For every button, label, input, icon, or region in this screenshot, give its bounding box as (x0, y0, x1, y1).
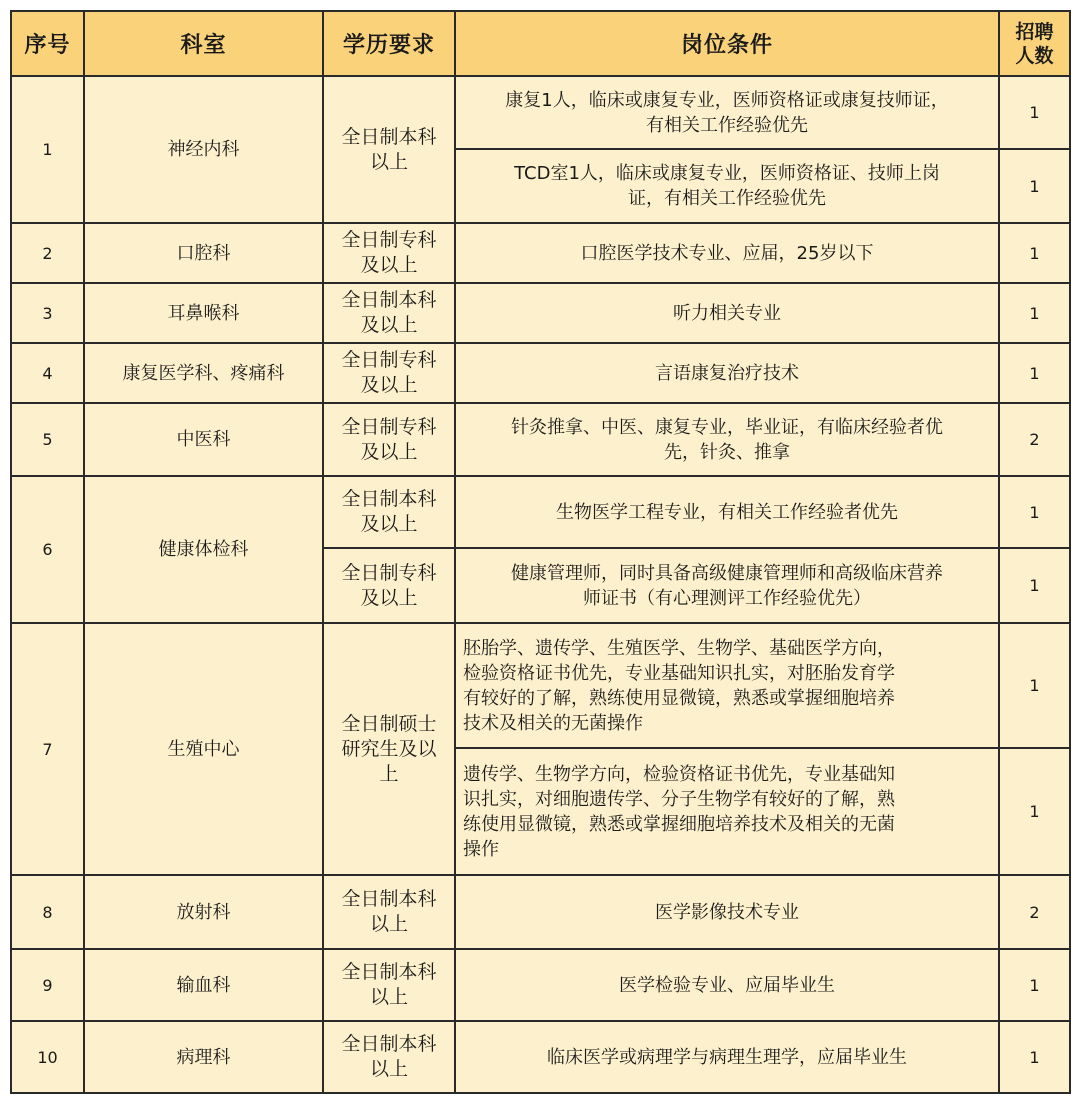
count-cell: 1 (999, 623, 1070, 748)
seq-cell: 2 (11, 223, 84, 283)
edu-line: 及以上 (360, 314, 418, 336)
dept-cell: 输血科 (84, 949, 323, 1021)
cond-cell: 生物医学工程专业，有相关工作经验者优先 (455, 476, 999, 548)
cond-cell: 临床医学或病理学与病理生理学，应届毕业生 (455, 1021, 999, 1093)
edu-line: 全日制专科 (341, 349, 437, 371)
count-cell: 1 (999, 223, 1070, 283)
edu-line: 及以上 (360, 440, 418, 463)
dept-cell: 生殖中心 (84, 623, 323, 875)
table-row (11, 343, 1070, 403)
edu-cell (323, 548, 455, 623)
count-cell: 1 (999, 149, 1070, 223)
seq-cell: 5 (11, 403, 84, 476)
cond-cell: 言语康复治疗技术 (455, 343, 999, 403)
dept-cell: 神经内科 (84, 76, 323, 223)
edu-line: 及以上 (360, 513, 418, 535)
edu-line: 全日制本科 (341, 1033, 437, 1055)
edu-cell (323, 283, 455, 343)
edu-cell (323, 949, 455, 1021)
edu-line: 全日制专科 (341, 229, 437, 251)
cond-cell (455, 149, 999, 223)
edu-line: 上 (379, 762, 399, 785)
edu-line: 及以上 (360, 374, 418, 396)
dept-cell: 耳鼻喉科 (84, 283, 323, 343)
cond-line: 先，针灸、推拿 (664, 441, 790, 463)
dept-cell: 中医科 (84, 403, 323, 476)
recruitment-table (10, 10, 1071, 1094)
table-row (11, 875, 1070, 949)
table-row (11, 623, 1070, 748)
edu-line: 全日制专科 (341, 561, 437, 584)
edu-cell (323, 1021, 455, 1093)
cond-line: 遗传学、生物学方向，检验资格证书优先，专业基础知 (463, 763, 895, 785)
seq-cell: 6 (11, 476, 84, 623)
edu-line: 及以上 (360, 254, 418, 276)
seq-cell: 4 (11, 343, 84, 403)
cond-line: 健康管理师，同时具备高级健康管理师和高级临床营养 (511, 562, 943, 584)
header-count (999, 11, 1070, 76)
seq-cell: 7 (11, 623, 84, 875)
header-count-line: 招聘 (1015, 20, 1054, 43)
edu-line: 以上 (369, 986, 408, 1008)
cond-cell (455, 548, 999, 623)
edu-line: 以上 (369, 913, 408, 935)
edu-cell (323, 476, 455, 548)
cond-line: 有相关工作经验优先 (646, 114, 808, 136)
cond-line: 有较好的了解，熟练使用显微镜，熟悉或掌握细胞培养 (463, 687, 895, 709)
edu-line: 全日制硕士 (341, 712, 437, 735)
cond-cell: 口腔医学技术专业、应届，25岁以下 (455, 223, 999, 283)
table-row (11, 283, 1070, 343)
table-row (11, 1021, 1070, 1093)
dept-cell: 康复医学科、疼痛科 (84, 343, 323, 403)
dept-cell: 病理科 (84, 1021, 323, 1093)
cond-line: 针灸推拿、中医、康复专业，毕业证，有临床经验者优 (511, 416, 943, 438)
cond-cell (455, 403, 999, 476)
cond-line: 胚胎学、遗传学、生殖医学、生物学、基础医学方向， (463, 637, 895, 659)
count-cell: 2 (999, 875, 1070, 949)
cond-cell (455, 748, 999, 875)
header-dept: 科室 (84, 11, 323, 76)
edu-line: 研究生及以 (341, 737, 437, 760)
header-seq: 序号 (11, 11, 84, 76)
edu-line: 及以上 (360, 586, 418, 609)
count-cell: 1 (999, 76, 1070, 149)
dept-cell: 健康体检科 (84, 476, 323, 623)
cond-line: 检验资格证书优先，专业基础知识扎实，对胚胎发育学 (463, 662, 895, 684)
count-cell: 1 (999, 476, 1070, 548)
cond-line: 练使用显微镜，熟悉或掌握细胞培养技术及相关的无菌 (463, 813, 895, 835)
cond-line: 识扎实，对细胞遗传学、分子生物学有较好的了解，熟 (463, 788, 895, 810)
edu-cell (323, 76, 455, 223)
count-cell: 2 (999, 403, 1070, 476)
dept-cell: 放射科 (84, 875, 323, 949)
cond-line: 师证书（有心理测评工作经验优先） (583, 587, 871, 609)
edu-cell (323, 223, 455, 283)
edu-cell (323, 343, 455, 403)
seq-cell: 3 (11, 283, 84, 343)
edu-cell (323, 623, 455, 875)
count-cell: 1 (999, 1021, 1070, 1093)
cond-cell: 医学检验专业、应届毕业生 (455, 949, 999, 1021)
count-cell: 1 (999, 949, 1070, 1021)
table-row (11, 949, 1070, 1021)
edu-cell (323, 403, 455, 476)
cond-line: TCD室1人，临床或康复专业，医师资格证、技师上岗 (514, 163, 940, 184)
count-cell: 1 (999, 343, 1070, 403)
cond-cell: 医学影像技术专业 (455, 875, 999, 949)
seq-cell: 1 (11, 76, 84, 223)
edu-line: 全日制本科 (341, 888, 437, 910)
seq-cell: 10 (11, 1021, 84, 1093)
cond-line: 证，有相关工作经验优先 (628, 188, 826, 209)
cond-cell (455, 623, 999, 748)
seq-cell: 9 (11, 949, 84, 1021)
cond-cell (455, 76, 999, 149)
cond-line: 康复1人，临床或康复专业，医师资格证或康复技师证， (505, 89, 949, 111)
count-cell: 1 (999, 748, 1070, 875)
header-count-line: 人数 (1015, 44, 1054, 67)
count-cell: 1 (999, 283, 1070, 343)
seq-cell: 8 (11, 875, 84, 949)
table-row (11, 403, 1070, 476)
table-row (11, 223, 1070, 283)
edu-line: 以上 (369, 1058, 408, 1080)
table-row (11, 476, 1070, 548)
edu-line: 全日制专科 (341, 415, 437, 438)
header-cond: 岗位条件 (455, 11, 999, 76)
edu-line: 全日制本科 (341, 488, 437, 510)
cond-cell: 听力相关专业 (455, 283, 999, 343)
table-row (11, 76, 1070, 149)
cond-line: 操作 (463, 838, 499, 860)
dept-cell: 口腔科 (84, 223, 323, 283)
edu-line: 全日制本科 (341, 289, 437, 311)
cond-line: 技术及相关的无菌操作 (463, 712, 643, 734)
header-edu: 学历要求 (323, 11, 455, 76)
edu-line: 全日制本科 (341, 961, 437, 983)
edu-cell (323, 875, 455, 949)
header-row (11, 11, 1070, 76)
count-cell: 1 (999, 548, 1070, 623)
edu-line: 全日制本科 (341, 125, 437, 148)
edu-line: 以上 (369, 150, 408, 173)
